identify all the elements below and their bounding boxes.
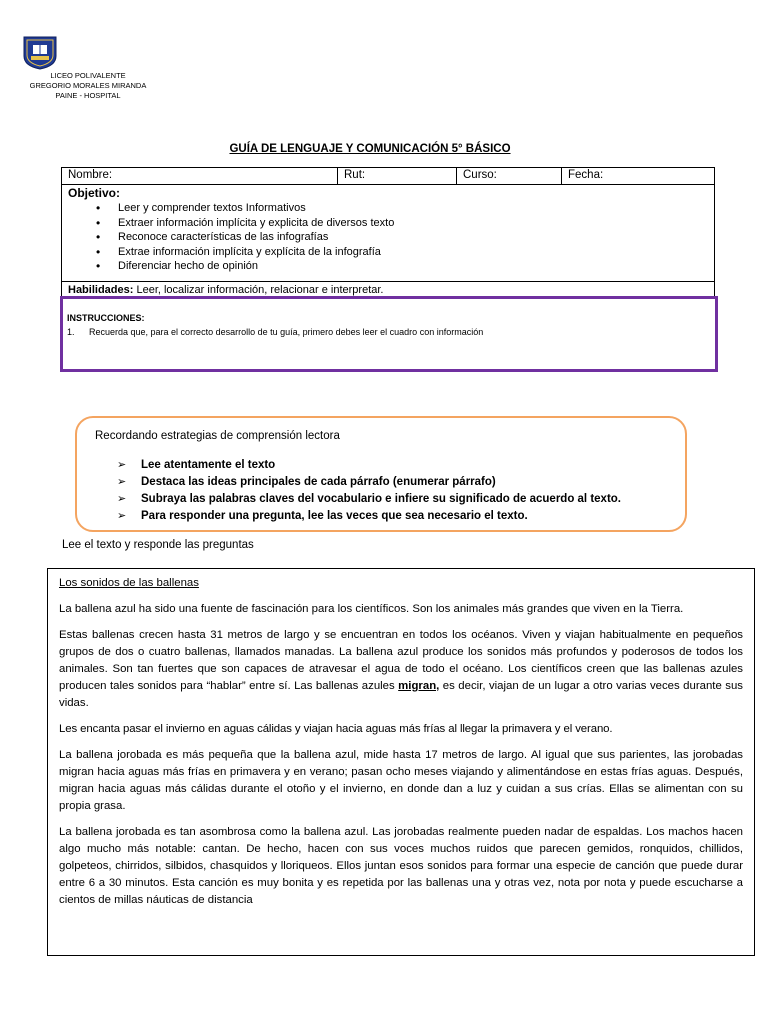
strategy-item	[117, 457, 621, 474]
date-field[interactable]: Fecha:	[562, 168, 715, 185]
strategies-title: Recordando estrategias de comprensión lectora	[95, 430, 340, 442]
school-crest-icon	[22, 36, 58, 70]
objective-item: • Extrae información implícita y explícita de la infografía	[118, 245, 708, 260]
paragraph	[59, 627, 743, 712]
strategy-item	[117, 491, 621, 508]
paragraph: La ballena jorobada es más pequeña que la ballena azul, mide hasta 17 metros de largo. Al igual que sus parientes, las jorobadas migran hacia aguas más frías en primavera y en verano; pasan ocho meses viajando y alimentándose en estas frías aguas. Después, migran hacia aguas más cálidas durante el otoño y el invierno, en donde dan a luz y cuidan a sus crías. Ellas se alimentan con su propia grasa.	[59, 749, 743, 812]
paragraph-text: Estas ballenas crecen hasta 31 metros de largo y se encuentran en todos los océanos. Viven y viajan habitualmente en pequeños grupos de dos o cuatro ballenas, llamados manadas. La ballena azul produce los sonidos más profundos y poderosos de todos los animales. Son tan fuertes que son capaces de atravesar el agua de todo el océano. Los científicos creen que las ballenas azules producen tales sonidos para “hablar” entre sí. Las ballenas azules	[59, 629, 743, 692]
strategy-text: Para responder una pregunta, lee las veces que sea necesario el texto.	[141, 510, 528, 522]
objective-item: • Leer y comprender textos Informativos	[118, 201, 708, 216]
lead-instruction: Lee el texto y responde las preguntas	[62, 539, 254, 551]
strategy-text: Lee atentamente el texto	[141, 459, 276, 471]
arrow-bullet-icon: ➢	[117, 476, 127, 488]
paragraph: Les encanta pasar el invierno en aguas cálidas y viajan hacia aguas más frías al llegar la primavera y el verano.	[59, 723, 613, 735]
school-line: LICEO POLIVALENTE	[50, 71, 126, 80]
objective-item: • Extraer información implícita y explicita de diversos texto	[118, 216, 708, 231]
student-info-table	[61, 167, 715, 299]
keyword-migran: migran,	[398, 680, 440, 692]
reading-box	[47, 568, 755, 956]
objective-label: Objetivo:	[68, 186, 121, 200]
name-field[interactable]: Nombre:	[62, 168, 338, 185]
strategy-item	[117, 508, 621, 525]
strategy-text: Subraya las palabras claves del vocabulario e infiere su significado de acuerdo al texto.	[141, 493, 621, 505]
rut-field[interactable]: Rut:	[338, 168, 457, 185]
instructions-title: INSTRUCCIONES:	[67, 313, 145, 323]
document-title: GUÍA DE LENGUAJE Y COMUNICACIÓN 5° BÁSICO	[229, 143, 511, 155]
arrow-bullet-icon: ➢	[117, 493, 127, 505]
course-field[interactable]: Curso:	[457, 168, 562, 185]
skills-label: Habilidades:	[68, 284, 134, 296]
school-line: PAINE - HOSPITAL	[55, 91, 121, 100]
strategy-item	[117, 474, 621, 491]
strategy-text: Destaca las ideas principales de cada párrafo (enumerar párrafo)	[141, 476, 496, 488]
paragraph: La ballena jorobada es tan asombrosa como la ballena azul. Las jorobadas realmente pueden nadar de espaldas. Los machos hacen algo mucho más notable: cantan. De hecho, hacen con sus voces muchos ruidos que parecen gemidos, ronquidos, chillidos, golpeteos, chirridos, silbidos, chasquidos y lloriqueos. Ellos juntan esos sonidos para formar una especie de canción que puede durar entre 6 a 30 minutos. Esta canción es muy bonita y es repetida por las ballenas una y otras vez, nota por nota y puede escucharse a cientos de millas náuticas de distancia	[59, 826, 743, 906]
paragraph: La ballena azul ha sido una fuente de fascinación para los científicos. Son los animales más grandes que viven en la Tierra.	[59, 603, 684, 615]
instruction-number: 1.	[67, 327, 75, 337]
skills-text: Leer, localizar información, relacionar e interpretar.	[133, 284, 384, 296]
instructions-box	[60, 296, 718, 372]
reading-title: Los sonidos de las ballenas	[59, 577, 199, 589]
paragraph-text: es decir, viajan de un lugar a otro varias veces durante sus vidas.	[59, 680, 743, 709]
objective-item: • Diferenciar hecho de opinión	[118, 259, 708, 274]
strategies-box	[75, 416, 687, 532]
objective-item: • Reconoce características de las infografías	[118, 230, 708, 245]
instruction-item	[67, 327, 483, 337]
reading-content	[59, 575, 743, 918]
strategies-list	[117, 457, 621, 525]
school-name	[4, 71, 172, 101]
instruction-text: Recuerda que, para el correcto desarrollo de tu guía, primero debes leer el cuadro con información	[89, 327, 484, 337]
school-line: GREGORIO MORALES MIRANDA	[29, 81, 147, 90]
arrow-bullet-icon: ➢	[117, 459, 127, 471]
objectives-cell	[62, 185, 715, 282]
objectives-list	[68, 201, 708, 274]
arrow-bullet-icon: ➢	[117, 510, 127, 522]
